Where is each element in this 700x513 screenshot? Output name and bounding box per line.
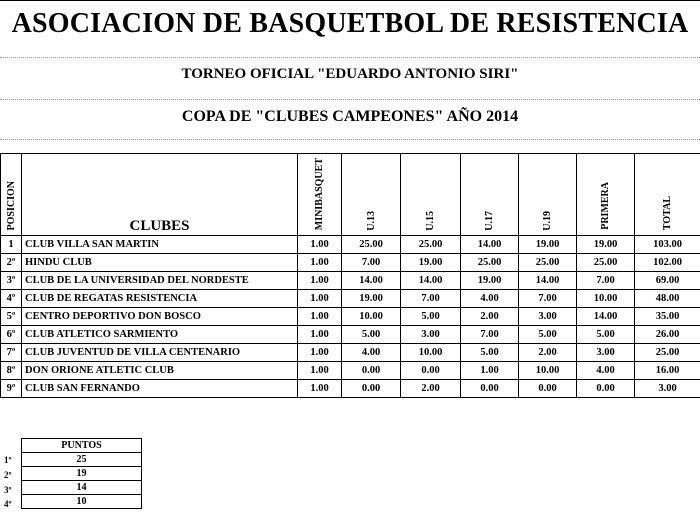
club-name-cell: CLUB DE REGATAS RESISTENCIA bbox=[22, 290, 298, 308]
club-name-cell: CENTRO DEPORTIVO DON BOSCO bbox=[22, 308, 298, 326]
score-cell: 10.00 bbox=[519, 362, 577, 380]
score-cell: 3.00 bbox=[577, 344, 635, 362]
table-row bbox=[1, 254, 700, 272]
points-place-1: 1º bbox=[4, 455, 12, 465]
score-cell: 1.00 bbox=[298, 290, 342, 308]
score-cell: 19.00 bbox=[342, 290, 401, 308]
table-header-row bbox=[1, 154, 700, 236]
col-header-u19: U.19 bbox=[519, 154, 577, 236]
club-name-cell: CLUB VILLA SAN MARTIN bbox=[22, 236, 298, 254]
points-place-4: 4º bbox=[4, 499, 12, 509]
score-cell: 1.00 bbox=[298, 344, 342, 362]
list-item bbox=[22, 453, 142, 467]
score-cell: 1.00 bbox=[298, 326, 342, 344]
club-name-cell: CLUB SAN FERNANDO bbox=[22, 380, 298, 398]
score-cell: 5.00 bbox=[401, 308, 461, 326]
score-cell: 25.00 bbox=[461, 254, 519, 272]
score-cell: 0.00 bbox=[401, 362, 461, 380]
list-item bbox=[22, 495, 142, 509]
score-cell: 5.00 bbox=[342, 326, 401, 344]
score-cell: 2.00 bbox=[519, 344, 577, 362]
rule-2 bbox=[0, 99, 700, 100]
score-cell: 4.00 bbox=[342, 344, 401, 362]
score-cell: 1 bbox=[1, 236, 22, 254]
score-cell: 7.00 bbox=[577, 272, 635, 290]
score-cell: 1.00 bbox=[461, 362, 519, 380]
score-cell: 7.00 bbox=[519, 290, 577, 308]
score-cell: 3.00 bbox=[401, 326, 461, 344]
points-value-cell: 10 bbox=[22, 495, 142, 509]
score-cell: 14.00 bbox=[342, 272, 401, 290]
col-header-minibasquet: MINIBASQUET bbox=[298, 154, 342, 236]
score-cell: 0.00 bbox=[342, 380, 401, 398]
tournament-name: TORNEO OFICIAL "EDUARDO ANTONIO SIRI" bbox=[181, 66, 519, 82]
score-cell: 6º bbox=[1, 326, 22, 344]
table-row bbox=[1, 236, 700, 254]
score-cell: 102.00 bbox=[635, 254, 700, 272]
score-cell: 1.00 bbox=[298, 254, 342, 272]
score-cell: 4.00 bbox=[577, 362, 635, 380]
score-cell: 16.00 bbox=[635, 362, 700, 380]
rule-top-frame bbox=[0, 0, 700, 1]
table-row bbox=[1, 272, 700, 290]
rule-1 bbox=[0, 57, 700, 58]
score-cell: 25.00 bbox=[635, 344, 700, 362]
table-row bbox=[1, 326, 700, 344]
score-cell: 5.00 bbox=[461, 344, 519, 362]
score-cell: 1.00 bbox=[298, 362, 342, 380]
cup-name: COPA DE "CLUBES CAMPEONES" AÑO 2014 bbox=[181, 108, 519, 125]
points-place-3: 3º bbox=[4, 485, 12, 495]
score-cell: 19.00 bbox=[401, 254, 461, 272]
score-cell: 0.00 bbox=[461, 380, 519, 398]
score-cell: 25.00 bbox=[519, 254, 577, 272]
score-cell: 3º bbox=[1, 272, 22, 290]
score-cell: 14.00 bbox=[577, 308, 635, 326]
score-cell: 2º bbox=[1, 254, 22, 272]
score-cell: 19.00 bbox=[519, 236, 577, 254]
points-value-cell: 25 bbox=[22, 453, 142, 467]
club-name-cell: DON ORIONE ATLETIC CLUB bbox=[22, 362, 298, 380]
score-cell: 9º bbox=[1, 380, 22, 398]
score-cell: 14.00 bbox=[401, 272, 461, 290]
score-cell: 10.00 bbox=[577, 290, 635, 308]
score-cell: 25.00 bbox=[401, 236, 461, 254]
score-cell: 4.00 bbox=[461, 290, 519, 308]
score-cell: 5.00 bbox=[519, 326, 577, 344]
score-cell: 10.00 bbox=[401, 344, 461, 362]
club-name-cell: CLUB JUVENTUD DE VILLA CENTENARIO bbox=[22, 344, 298, 362]
score-cell: 1.00 bbox=[298, 380, 342, 398]
score-cell: 0.00 bbox=[519, 380, 577, 398]
page-title: ASOCIACION DE BASQUETBOL DE RESISTENCIA bbox=[11, 8, 689, 39]
score-cell: 26.00 bbox=[635, 326, 700, 344]
col-header-u17: U.17 bbox=[461, 154, 519, 236]
score-cell: 1.00 bbox=[298, 236, 342, 254]
score-cell: 14.00 bbox=[461, 236, 519, 254]
col-header-position: POSICION bbox=[1, 154, 22, 236]
score-cell: 5º bbox=[1, 308, 22, 326]
score-cell: 7.00 bbox=[461, 326, 519, 344]
score-cell: 1.00 bbox=[298, 272, 342, 290]
points-place-2: 2º bbox=[4, 470, 12, 480]
score-cell: 3.00 bbox=[635, 380, 700, 398]
table-row bbox=[1, 380, 700, 398]
score-cell: 25.00 bbox=[342, 236, 401, 254]
table-row bbox=[1, 308, 700, 326]
score-cell: 0.00 bbox=[342, 362, 401, 380]
col-header-total: TOTAL bbox=[635, 154, 700, 236]
list-item bbox=[22, 481, 142, 495]
points-header: PUNTOS bbox=[22, 439, 142, 453]
club-name-cell: CLUB ATLETICO SARMIENTO bbox=[22, 326, 298, 344]
score-cell: 2.00 bbox=[401, 380, 461, 398]
score-cell: 7.00 bbox=[342, 254, 401, 272]
col-header-primera: PRIMERA bbox=[577, 154, 635, 236]
points-value-cell: 14 bbox=[22, 481, 142, 495]
score-cell: 25.00 bbox=[577, 254, 635, 272]
score-cell: 8º bbox=[1, 362, 22, 380]
score-cell: 4º bbox=[1, 290, 22, 308]
table-row bbox=[1, 290, 700, 308]
score-cell: 1.00 bbox=[298, 308, 342, 326]
club-name-cell: CLUB DE LA UNIVERSIDAD DEL NORDESTE bbox=[22, 272, 298, 290]
rule-3 bbox=[0, 139, 700, 140]
points-value-cell: 19 bbox=[22, 467, 142, 481]
score-cell: 48.00 bbox=[635, 290, 700, 308]
score-cell: 3.00 bbox=[519, 308, 577, 326]
club-name-cell: HINDU CLUB bbox=[22, 254, 298, 272]
score-cell: 0.00 bbox=[577, 380, 635, 398]
score-cell: 19.00 bbox=[577, 236, 635, 254]
table-row bbox=[1, 344, 700, 362]
col-header-clubs: CLUBES bbox=[22, 154, 298, 236]
score-cell: 7º bbox=[1, 344, 22, 362]
score-cell: 69.00 bbox=[635, 272, 700, 290]
list-item bbox=[22, 467, 142, 481]
score-cell: 35.00 bbox=[635, 308, 700, 326]
score-cell: 14.00 bbox=[519, 272, 577, 290]
col-header-u13: U.13 bbox=[342, 154, 401, 236]
score-cell: 5.00 bbox=[577, 326, 635, 344]
score-cell: 19.00 bbox=[461, 272, 519, 290]
score-cell: 103.00 bbox=[635, 236, 700, 254]
table-row bbox=[1, 362, 700, 380]
score-cell: 2.00 bbox=[461, 308, 519, 326]
score-cell: 10.00 bbox=[342, 308, 401, 326]
results-table bbox=[0, 153, 700, 398]
col-header-u15: U.15 bbox=[401, 154, 461, 236]
points-table bbox=[21, 438, 142, 509]
score-cell: 7.00 bbox=[401, 290, 461, 308]
